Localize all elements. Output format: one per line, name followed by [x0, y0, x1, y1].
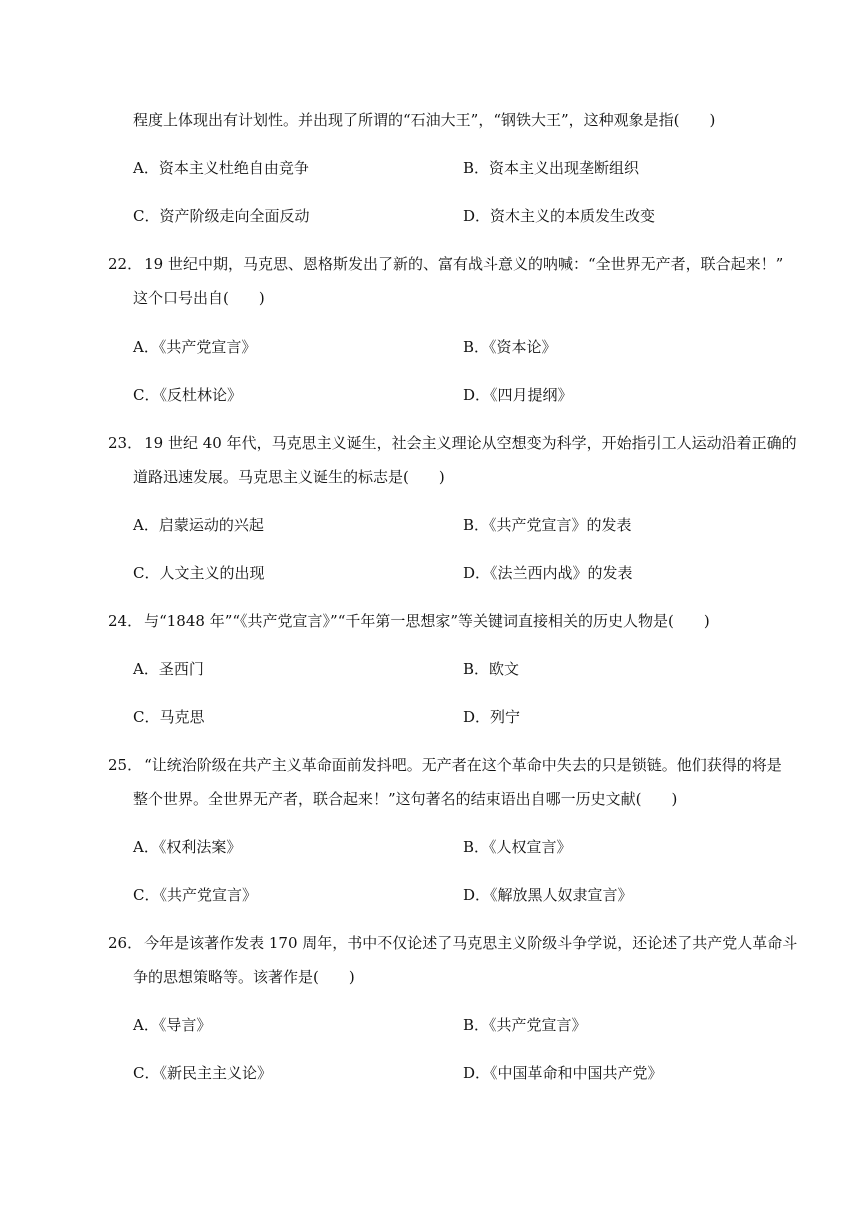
question-25-option-b: B．《人权宣言》 — [463, 838, 572, 856]
question-22-option-a: A．《共产党宣言》 — [133, 338, 257, 356]
question-26-option-b: B．《共产党宣言》 — [463, 1016, 587, 1034]
question-text-line: “让统治阶级在共产主义革命面前发抖吧。无产者在这个革命中失去的只是锁链。他们获得的将是 — [144, 756, 782, 774]
question-26-stem — [108, 933, 797, 953]
question-23-stem — [108, 433, 797, 453]
question-22-option-d: D．《四月提纲》 — [463, 386, 573, 404]
question-text-line: 19 世纪中期，马克思、恩格斯发出了新的、富有战斗意义的呐喊：“全世界无产者，联合起来！” — [144, 255, 784, 273]
question-26-option-d: D．《中国革命和中国共产党》 — [463, 1064, 663, 1082]
question-26-option-a: A．《导言》 — [133, 1016, 212, 1034]
question-21-option-b: B．资本主义出现垄断组织 — [463, 159, 640, 177]
question-22-option-c: C．《反杜林论》 — [133, 386, 242, 404]
question-24-option-c: C．马克思 — [133, 708, 205, 726]
question-23-option-d: D．《法兰西内战》的发表 — [463, 564, 633, 582]
question-text-line: 今年是该著作发表 170 周年，书中不仅论述了马克思主义阶级斗争学说，还论述了共产党人革命斗 — [144, 934, 798, 952]
question-24-stem — [108, 611, 710, 631]
question-24-option-d: D．列宁 — [463, 708, 521, 726]
question-23-option-c: C．人文主义的出现 — [133, 564, 265, 582]
question-23-stem-line-2: 道路迅速发展。马克思主义诞生的标志是( ) — [133, 468, 445, 486]
question-22-option-b: B．《资本论》 — [463, 338, 557, 356]
question-number: 23． — [108, 434, 143, 452]
question-21-stem-line: 程度上体现出有计划性。并出现了所谓的“石油大王”，“钢铁大王”，这种观象是指( ) — [133, 111, 716, 129]
question-21-option-d: D．资木主义的本质发生改变 — [463, 207, 656, 225]
question-23-option-a: A．启蒙运动的兴起 — [133, 516, 264, 534]
question-26-stem-line-2: 争的思想策略等。该著作是( ) — [133, 968, 355, 986]
question-25-option-c: C．《共产党宣言》 — [133, 886, 257, 904]
question-25-stem — [108, 755, 782, 775]
question-25-stem-line-2: 整个世界。全世界无产者，联合起来！”这句著名的结束语出自哪一历史文献( ) — [133, 790, 678, 808]
question-number: 24． — [108, 612, 143, 630]
question-21-option-a: A．资本主义杜绝自由竞争 — [133, 159, 309, 177]
question-25-option-d: D．《解放黑人奴隶宣言》 — [463, 886, 633, 904]
question-26-option-c: C．《新民主主义论》 — [133, 1064, 272, 1082]
question-text-line: 与“1848 年”“《共产党宣言》”“千年第一思想家”等关键词直接相关的历史人物是( ) — [144, 612, 710, 630]
question-21-option-c: C．资产阶级走向全面反动 — [133, 207, 310, 225]
question-number: 22． — [108, 255, 143, 273]
question-24-option-a: A．圣西门 — [133, 660, 204, 678]
question-text-line: 19 世纪 40 年代，马克思主义诞生，社会主义理论从空想变为科学，开始指引工人运动沿着正确的 — [144, 434, 797, 452]
question-24-option-b: B．欧文 — [463, 660, 520, 678]
question-23-option-b: B．《共产党宣言》的发表 — [463, 516, 632, 534]
question-22-stem-line-2: 这个口号出自( ) — [133, 289, 265, 307]
question-25-option-a: A．《权利法案》 — [133, 838, 242, 856]
question-number: 25． — [108, 756, 143, 774]
question-22-stem — [108, 254, 783, 274]
question-number: 26． — [108, 934, 143, 952]
